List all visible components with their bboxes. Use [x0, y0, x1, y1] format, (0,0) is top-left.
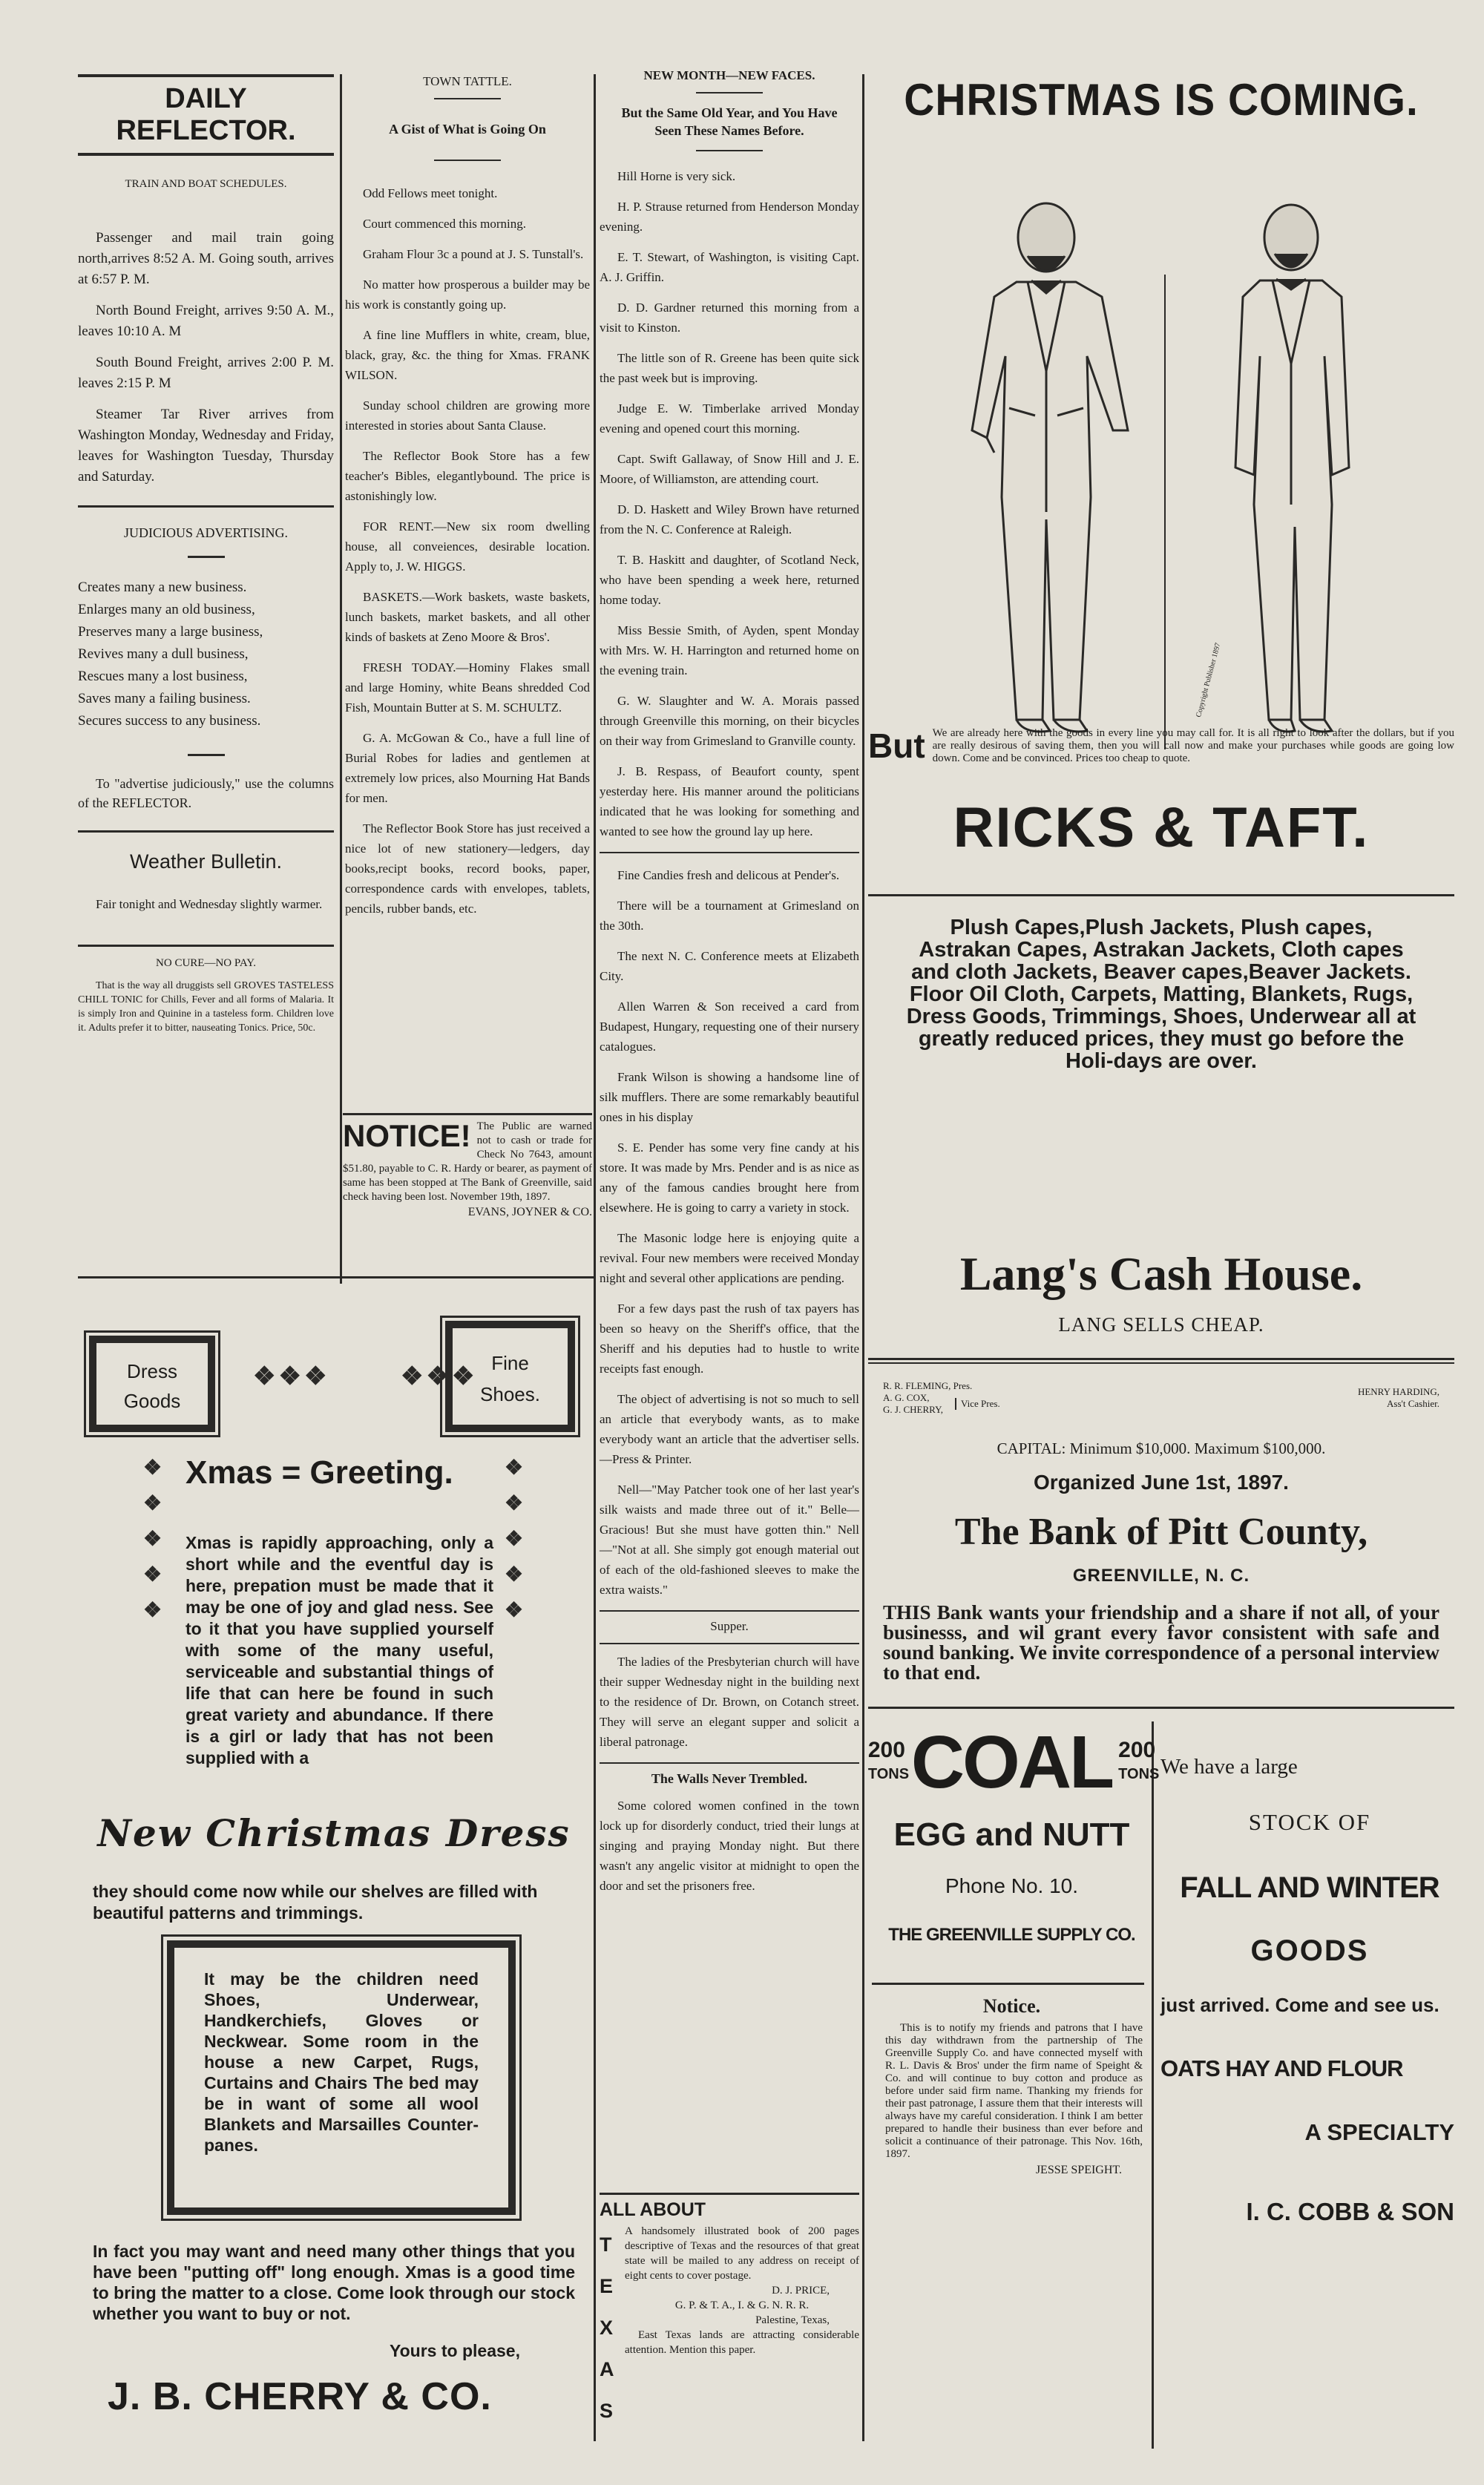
bank-organized: Organized June 1st, 1897.	[1034, 1471, 1289, 1494]
divider	[78, 830, 334, 833]
fine-shoes-box	[445, 1321, 575, 1432]
walls-text: Some colored women confined in the town lock up for disorderly conduct, tried their lungs at singing and praying Monday night. But there wasn't any angelic visitor at midnight to open the door and set the prisoners free.	[600, 1799, 859, 1893]
personal-item: E. T. Stewart, of Washington, is visiting Capt. A. J. Griffin.	[600, 250, 859, 284]
advertising-line: Saves many a failing business.	[78, 691, 251, 706]
cobb-oats: OATS HAY AND FLOUR	[1160, 2055, 1403, 2081]
cobb-goods: GOODS	[1250, 1934, 1369, 1967]
texas-text: A handsomely illustrated book of 200 pages descriptive of Texas and the resources of that great state will be mailed to any address on receipt of eight cents to cover postage.	[625, 2225, 859, 2282]
fine-shoes-label: Fine	[491, 1352, 529, 1374]
ornament-icon: ❖ ❖ ❖ ❖ ❖	[143, 1457, 165, 1622]
texas-sign: Palestine, Texas,	[755, 2314, 830, 2326]
but-block	[868, 727, 1454, 765]
personal-item: D. D. Gardner returned this morning from a visit to Kinston.	[600, 301, 859, 335]
tattle-item: The Reflector Book Store has a few teacher's Bibles, elegantlybound. The price is astonishingly low.	[345, 449, 590, 503]
tattle-subheading: A Gist of What is Going On	[389, 122, 546, 137]
texas-letter: E	[600, 2275, 614, 2297]
divider	[868, 1362, 1454, 1364]
tattle-heading: TOWN TATTLE.	[423, 74, 512, 88]
divider	[696, 150, 763, 151]
personal-item: Fine Candies fresh and delicous at Pender's.	[617, 868, 840, 882]
illustration-credit: Copyright Publisher 1897	[1195, 642, 1223, 718]
christmas-headline: CHRISTMAS IS COMING.	[904, 75, 1419, 125]
personal-item: Miss Bessie Smith, of Ayden, spent Monday with Mrs. W. H. Harrington and returned home on the evening train.	[600, 623, 859, 677]
divider	[188, 556, 225, 558]
cobb-arrived: just arrived. Come and see us.	[1160, 1994, 1439, 2016]
advertising-line: Revives many a dull business,	[78, 646, 249, 662]
divider	[434, 98, 501, 99]
coal-ad	[867, 1721, 1160, 2449]
divider	[600, 1643, 859, 1644]
personal-item: G. W. Slaughter and W. A. Morais passed through Greenville this morning, on their bicycles on their way from Grimesland to Granville county.	[600, 694, 859, 748]
cherry-yours: Yours to please,	[390, 2341, 520, 2360]
supper-heading: Supper.	[710, 1619, 749, 1633]
speight-signature: JESSE SPEIGHT.	[1035, 2164, 1122, 2176]
cherry-inner-box	[167, 1940, 516, 2215]
tattle-item: Odd Fellows meet tonight.	[363, 186, 498, 200]
cherry-text-1: Xmas is rapidly approaching, only a short while and the eventful day is here, prepation must be made that it may be one of joy and glad ness. See to it that you have supplied yourself with some of the many useful, serviceable and substantial things of life that can here be found in such great variety and abundance. If there is a girl or lady that has not been supplied with a	[186, 1533, 493, 1767]
tattle-item: Court commenced this morning.	[363, 217, 527, 231]
lang-slogan: LANG SELLS CHEAP.	[1058, 1313, 1264, 1336]
ornament-icon: ❖❖❖	[401, 1363, 478, 1391]
column-rule	[862, 74, 864, 2441]
coal-title: COAL	[910, 1721, 1113, 1804]
personal-item: H. P. Strause returned from Henderson Monday evening.	[600, 200, 859, 234]
schedule-item: Steamer Tar River arrives from Washington Monday, Wednesday and Friday, leaves for Washington Tuesday, Thursday and Saturday.	[78, 407, 334, 485]
nocure-heading: NO CURE—NO PAY.	[156, 957, 256, 969]
schedule-heading: TRAIN AND BOAT SCHEDULES.	[125, 178, 287, 190]
tattle-item: G. A. McGowan & Co., have a full line of Burial Robes for ladies and gentlemen at extremely low prices, also Mourning Hat Bands for men.	[345, 731, 590, 805]
ricks-ad	[868, 74, 1454, 1684]
bank-cashier-title: Ass't Cashier.	[1387, 1398, 1439, 1409]
notice-ad	[343, 1113, 592, 1219]
newmonth-subheading: But the Same Old Year, and You Have Seen These Names Before.	[621, 105, 838, 138]
texas-letter: X	[600, 2317, 614, 2339]
tattle-item: No matter how prosperous a builder may be his work is constantly going up.	[345, 278, 590, 312]
texas-heading: ALL ABOUT	[600, 2199, 706, 2220]
notice-heading: NOTICE!	[343, 1118, 471, 1153]
schedule-item: North Bound Freight, arrives 9:50 A. M., leaves 10:10 A. M	[78, 303, 334, 339]
cobb-intro: We have a large	[1160, 1755, 1298, 1779]
divider	[78, 1276, 594, 1278]
personal-item: D. D. Haskett and Wiley Brown have returned from the N. C. Conference at Raleigh.	[600, 502, 859, 536]
advertising-line: Preserves many a large business,	[78, 624, 263, 640]
texas-sign: D. J. PRICE,	[772, 2285, 830, 2297]
cobb-fall-winter: FALL AND WINTER	[1180, 1871, 1439, 1904]
texas-tail: East Texas lands are attracting considerable attention. Mention this paper.	[625, 2329, 859, 2356]
fine-shoes-label: Shoes.	[480, 1383, 540, 1405]
schedule-item: Passenger and mail train going north,arrives 8:52 A. M. Going south, arrives at 6:57 P. M.	[78, 230, 334, 287]
speight-heading: Notice.	[982, 1995, 1041, 2017]
personal-item: Frank Wilson is showing a handsome line of silk mufflers. There are some remarkably beautiful ones in his display	[600, 1070, 859, 1124]
advertising-line: Creates many a new business.	[78, 580, 247, 595]
personal-item: Capt. Swift Gallaway, of Snow Hill and J. E. Moore, of Williamston, are attending court.	[600, 452, 859, 486]
bank-president: R. R. FLEMING, Pres.	[883, 1380, 973, 1391]
ornament-icon: ❖❖❖	[253, 1363, 330, 1391]
column-rule	[340, 74, 342, 1284]
tattle-item: Graham Flour 3c a pound at J. S. Tunstall's.	[363, 247, 584, 261]
masthead: DAILY REFLECTOR.	[116, 83, 296, 146]
personal-item: Nell—"May Patcher took one of her last year's silk waists and made three out of it." Belle—Gracious! But she must have gotten thin." Nell—"Not at all. She simply got enough material out of each of the old-fashioned sleeves to make the extra waists."	[600, 1483, 859, 1597]
advertising-line: Rescues many a lost business,	[78, 669, 248, 684]
personal-item: There will be a tournament at Grimesland on the 30th.	[600, 899, 859, 933]
personal-item: Judge E. W. Timberlake arrived Monday evening and opened court this morning.	[600, 401, 859, 436]
christmas-dress-title: New Christmas Dress	[97, 1811, 571, 1855]
divider	[868, 1707, 1454, 1709]
personal-item: The next N. C. Conference meets at Elizabeth City.	[600, 949, 859, 983]
bank-capital: CAPITAL: Minimum $10,000. Maximum $100,000.	[997, 1440, 1326, 1457]
personal-item: Allen Warren & Son received a card from Budapest, Hungary, requesting one of their nursery catalogues.	[600, 999, 859, 1054]
divider	[434, 160, 501, 161]
newmonth-column	[600, 68, 859, 1906]
cherry-text-3: In fact you may want and need many other things that you have been "putting off" long enough. Xmas is a good time to bring the matter to a close. Come look through our stock whether you want to buy or not.	[93, 2242, 575, 2323]
dress-goods-box	[89, 1336, 215, 1432]
coal-kind: EGG and NUTT	[893, 1816, 1130, 1853]
schedule-item: South Bound Freight, arrives 2:00 P. M. leaves 2:15 P. M	[78, 355, 334, 391]
bank-vp-label: Vice Pres.	[955, 1398, 1000, 1410]
coal-tons: TONS	[867, 1766, 910, 1782]
cobb-firm: I. C. COBB & SON	[1246, 2198, 1454, 2225]
weather-text: Fair tonight and Wednesday slightly warmer.	[96, 897, 323, 911]
texas-letter: A	[600, 2358, 614, 2380]
cherry-firm-name: J. B. CHERRY & CO.	[108, 2375, 492, 2418]
tattle-item: BASKETS.—Work baskets, waste baskets, lunch baskets, market baskets, and all other kinds of baskets at Zeno Moore & Bros'.	[345, 590, 590, 644]
tattle-item: A fine line Mufflers in white, cream, blue, black, gray, &c. the thing for Xmas. FRANK WILSON.	[345, 328, 590, 382]
dress-goods-label: Dress	[127, 1360, 177, 1382]
but-word: But	[868, 726, 925, 765]
newmonth-heading: NEW MONTH—NEW FACES.	[643, 68, 815, 82]
texas-letter: S	[600, 2400, 614, 2422]
coal-firm: THE GREENVILLE SUPPLY CO.	[888, 1925, 1135, 1945]
personal-item: The Masonic lodge here is enjoying quite a revival. Four new members were received Monday night and several other applications are pending.	[600, 1231, 859, 1285]
lang-name: Lang's Cash House.	[959, 1247, 1363, 1300]
ricks-firm-name: RICKS & TAFT.	[953, 796, 1370, 859]
divider	[868, 894, 1454, 896]
cobb-specialty: A SPECIALTY	[1304, 2119, 1454, 2145]
texas-sign: G. P. & T. A., I. & G. N. R. R.	[674, 2299, 810, 2311]
notice-signature: EVANS, JOYNER & CO.	[467, 1206, 592, 1218]
coal-phone: Phone No. 10.	[945, 1874, 1079, 1897]
tattle-item: Sunday school children are growing more interested in stories about Santa Clause.	[345, 398, 590, 433]
cherry-ad	[78, 1287, 590, 2445]
texas-letter: T	[600, 2233, 612, 2256]
xmas-greeting: Xmas = Greeting.	[186, 1454, 453, 1491]
personal-item: The little son of R. Greene has been quite sick the past week but is improving.	[600, 351, 859, 385]
bank-cashier-block	[1254, 1386, 1439, 1410]
cobb-ad	[1158, 1755, 1462, 2226]
but-text: We are already here with the goods in every line you may call for. It is all right to look after the dollars, but if you are really desirous of saving them, then you will call now and make your purchases while goods are going low down. Come and be convinced. Prices too cheap to quote.	[932, 727, 1454, 764]
walls-heading: The Walls Never Trembled.	[651, 1771, 808, 1786]
bank-officers	[883, 1380, 1000, 1416]
lang-goods-list: Plush Capes,Plush Jackets, Plush capes, Astrakan Capes, Astrakan Jackets, Cloth capes and cloth Jackets, Beaver capes,Beaver Jackets. Floor Oil Cloth, Carpets, Matting, Blankets, Rugs, Dress Goods, Trimmings, Shoes, Underwear all at greatly reduced prices, they must go before the Holi-days are over.	[906, 916, 1416, 1073]
personal-item: The object of advertising is not so much to sell an article that everybody wants, as to make everybody want an article that the advertiser sells.—Press & Printer.	[600, 1392, 859, 1466]
personal-item: J. B. Respass, of Beaufort county, spent yesterday here. His manner around the politicians indicated that he was looking for something and wanted to see how the ground lay up here.	[600, 764, 859, 838]
cherry-box-text: It may be the children need Shoes, Underwear, Handkerchiefs, Gloves or Neckwear. Some room in the house a new Carpet, Rugs, Curtains and Chairs The bed may be in want of some all wool Blankets and Marsailles Counter-panes.	[204, 1969, 479, 2155]
divider	[600, 1762, 859, 1764]
coal-tons: TONS	[1118, 1766, 1160, 1782]
divider	[188, 754, 225, 756]
divider	[600, 852, 859, 853]
bank-text: THIS Bank wants your friendship and a share if not all, of your businesss, and wil grant every favor consistent with safe and sound banking. We invite correspondence of a personal interview to that end.	[883, 1601, 1439, 1684]
divider	[600, 1610, 859, 1612]
tattle-item: FOR RENT.—New six room dwelling house, all conveiences, desirable location. Apply to, J. W. HIGGS.	[345, 519, 590, 574]
divider	[696, 92, 763, 93]
tattle-item: FRESH TODAY.—Hominy Flakes small and large Hominy, white Beans shredded Cod Fish, Mountain Butter at S. M. SCHULTZ.	[345, 660, 590, 715]
divider	[872, 1983, 1144, 1985]
ornament-icon: ❖ ❖ ❖ ❖ ❖	[505, 1457, 527, 1622]
personal-item: S. E. Pender has some very fine candy at his store. It was made by Mrs. Pender and is as nice as any of the famous candies brought here from elsewhere. He is going to carry a variety in stock.	[600, 1140, 859, 1215]
advertising-tagline: To "advertise judiciously," use the columns of the REFLECTOR.	[78, 776, 334, 810]
personal-item: Hill Horne is very sick.	[617, 169, 736, 183]
nocure-text: That is the way all druggists sell GROVES TASTELESS CHILL TONIC for Chills, Fever and all forms of Malaria. It is simply Iron and Quinine in a tasteless form. Children love it. Adults prefer it to bitter, nauseating Tonics. Price, 50c.	[78, 980, 334, 1034]
personal-item: T. B. Haskitt and daughter, of Scotland Neck, who have been spending a week here, returned home today.	[600, 553, 859, 607]
cobb-stock: STOCK OF	[1248, 1809, 1371, 1835]
gentlemen-illustration	[905, 186, 1425, 794]
cherry-text-2: they should come now while our shelves are filled with beautiful patterns and trimmings.	[93, 1882, 538, 1923]
advertising-line: Secures success to any business.	[78, 713, 261, 729]
divider	[868, 1358, 1454, 1360]
bank-vp: G. J. CHERRY,	[883, 1404, 944, 1415]
bank-vp: A. G. COX,	[883, 1392, 930, 1403]
divider	[78, 945, 334, 947]
speight-text: This is to notify my friends and patrons that I have this day withdrawn from the partnership of The Greenville Supply Co. and have connected myself with R. L. Davis & Bros' under the firm name of Speight & Co. and will continue to buy cotton and produce as before under said firm name. Thanking my friends for their past patronage, I assure them that their interests will always have my careful consideration. I think I am better prepared to handle their business than ever before and solicit a continuance of their patronage. This Nov. 16th, 1897.	[885, 2022, 1143, 2160]
bank-cashier: HENRY HARDING,	[1357, 1386, 1439, 1397]
bank-city: GREENVILLE, N. C.	[1072, 1566, 1250, 1586]
column-rule	[594, 74, 596, 2441]
coal-tons: 200	[867, 1738, 905, 1762]
reflector-column	[78, 74, 334, 1045]
tattle-item: The Reflector Book Store has just received a nice lot of new stationery—ledgers, day books,recipt books, record books, paper, correspondence cards with envelopes, tablets, pencils, rubber bands, etc.	[345, 821, 590, 916]
dress-goods-label: Goods	[123, 1390, 181, 1412]
coal-tons: 200	[1118, 1738, 1156, 1762]
tattle-column	[345, 74, 590, 919]
bank-name: The Bank of Pitt County,	[954, 1511, 1368, 1553]
advertising-line: Enlarges many an old business,	[78, 602, 255, 617]
texas-ad	[600, 2193, 859, 2432]
divider	[78, 505, 334, 508]
supper-text: The ladies of the Presbyterian church will have their supper Wednesday night in the building next to the residence of Dr. Brown, on Cotanch street. They will serve an elegant supper and solicit a liberal patronage.	[600, 1655, 859, 1749]
weather-heading: Weather Bulletin.	[129, 850, 283, 873]
notice-text: The Public are warned not to cash or trade for Check No 7643, amount $51.80, payable to C. R. Hardy or bearer, as payment of same has been stopped at The Bank of Greenville, said check having been lost. November 19th, 1897.	[343, 1120, 592, 1203]
advertising-heading: JUDICIOUS ADVERTISING.	[124, 525, 288, 540]
personal-item: For a few days past the rush of tax payers has been so heavy on the Sheriff's office, that the Sheriff and his deputies had to hustle to write receipts fast enough.	[600, 1301, 859, 1376]
